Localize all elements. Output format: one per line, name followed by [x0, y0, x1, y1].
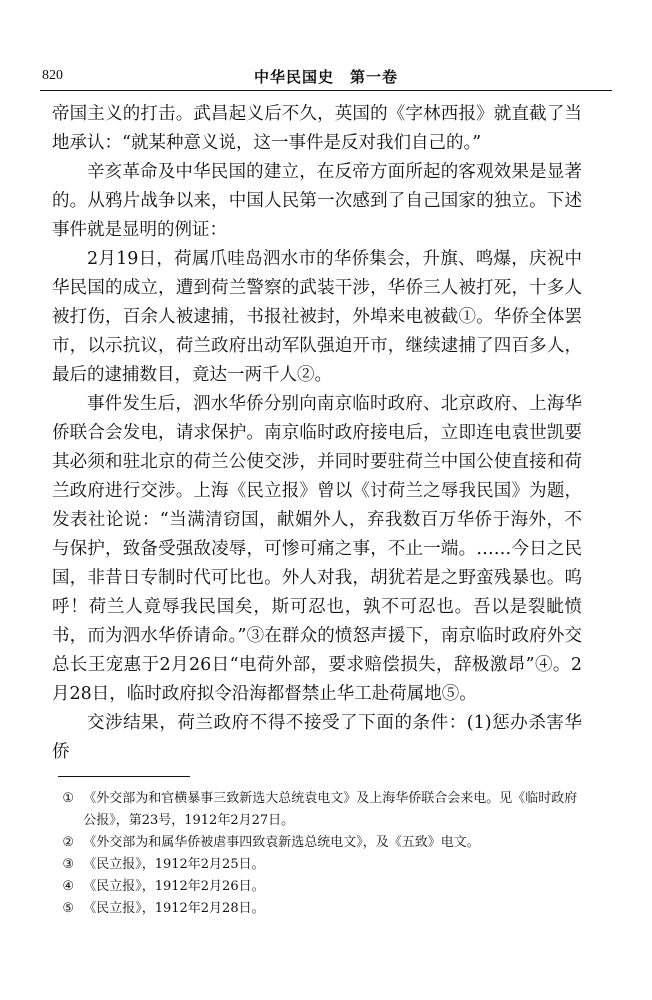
- paragraph: 辛亥革命及中华民国的建立，在反帝方面所起的客观效果是显著的。从鸦片战争以来，中国人民第一次感到了自己国家的独立。下述事件就是显明的例证：: [52, 162, 582, 240]
- body-text: [52, 100, 582, 767]
- footnote-text: 《民立报》，1912年2月26日。: [83, 879, 265, 894]
- footnote-mark: ①: [62, 791, 75, 806]
- footnote: [52, 854, 582, 876]
- footnote-mark: ②: [62, 835, 75, 850]
- footnote: [52, 832, 582, 854]
- paragraph: 帝国主义的打击。武昌起义后不久，英国的《字林西报》就直截了当地承认：“就某种意义说，这一事件是反对我们自己的。”: [52, 104, 582, 153]
- page-number: 820: [42, 68, 63, 83]
- footnote-text: 《民立报》，1912年2月28日。: [83, 901, 265, 916]
- paragraph: 事件发生后，泗水华侨分别向南京临时政府、北京政府、上海华侨联合会发电，请求保护。南京临时政府接电后，立即连电袁世凯要其必须和驻北京的荷兰公使交涉，并同时要驻荷兰中国公使直接和荷兰政府进行交涉。上海《民立报》曾以《讨荷兰之辱我民国》为题，发表社论说：“当满清窃国，献媚外人，弃我数百万华侨于海外，不与保护，致备受强敌凌辱，可惨可痛之事，不止一端。……今日之民国，非昔日专制时代可比也。外人对我，胡犹若是之野蛮残暴也。呜呼！荷兰人竟辱我民国矣，斯可忍也，孰不可忍也。吾以是裂眦愤书，而为泗水华侨请命。”③在群众的愤怒声援下，南京临时政府外交总长王宠惠于2月26日“电荷外部，要求赔偿损失，辞极激昂”④。2月28日，临时政府拟令沿海都督禁止华工赴荷属地⑤。: [52, 394, 582, 704]
- footnote-text: 《民立报》，1912年2月25日。: [83, 857, 265, 872]
- footnote-mark: ④: [62, 879, 75, 894]
- footnotes: [52, 788, 582, 920]
- footnote: [52, 876, 582, 898]
- page-header: [40, 64, 612, 91]
- footnote-text: 《外交部为和属华侨被虐事四致袁新选总统电文》，及《五致》电文。: [83, 835, 480, 850]
- footnote-mark: ③: [62, 857, 75, 872]
- footnote: [52, 898, 582, 920]
- footnote-mark: ⑤: [62, 901, 75, 916]
- paragraph: 交涉结果，荷兰政府不得不接受了下面的条件：(1)惩办杀害华侨: [52, 713, 582, 762]
- footnote-text: 《外交部为和官横暴事三致新选大总统袁电文》及上海华侨联合会来电。见《临时政府公报》，第23号，1912年2月27日。: [83, 791, 578, 828]
- footnote-divider: [58, 776, 190, 777]
- running-title: 中华民国史 第一卷: [253, 68, 398, 86]
- paragraph: 2月19日，荷属爪哇岛泗水市的华侨集会，升旗、鸣爆，庆祝中华民国的成立，遭到荷兰警察的武装干涉，华侨三人被打死，十多人被打伤，百余人被逮捕，书报社被封，外埠来电被截①。华侨全体罢市，以示抗议，荷兰政府出动军队强迫开市，继续逮捕了四百多人，最后的逮捕数目，竟达一两千人②。: [52, 249, 582, 385]
- footnote: [52, 788, 582, 832]
